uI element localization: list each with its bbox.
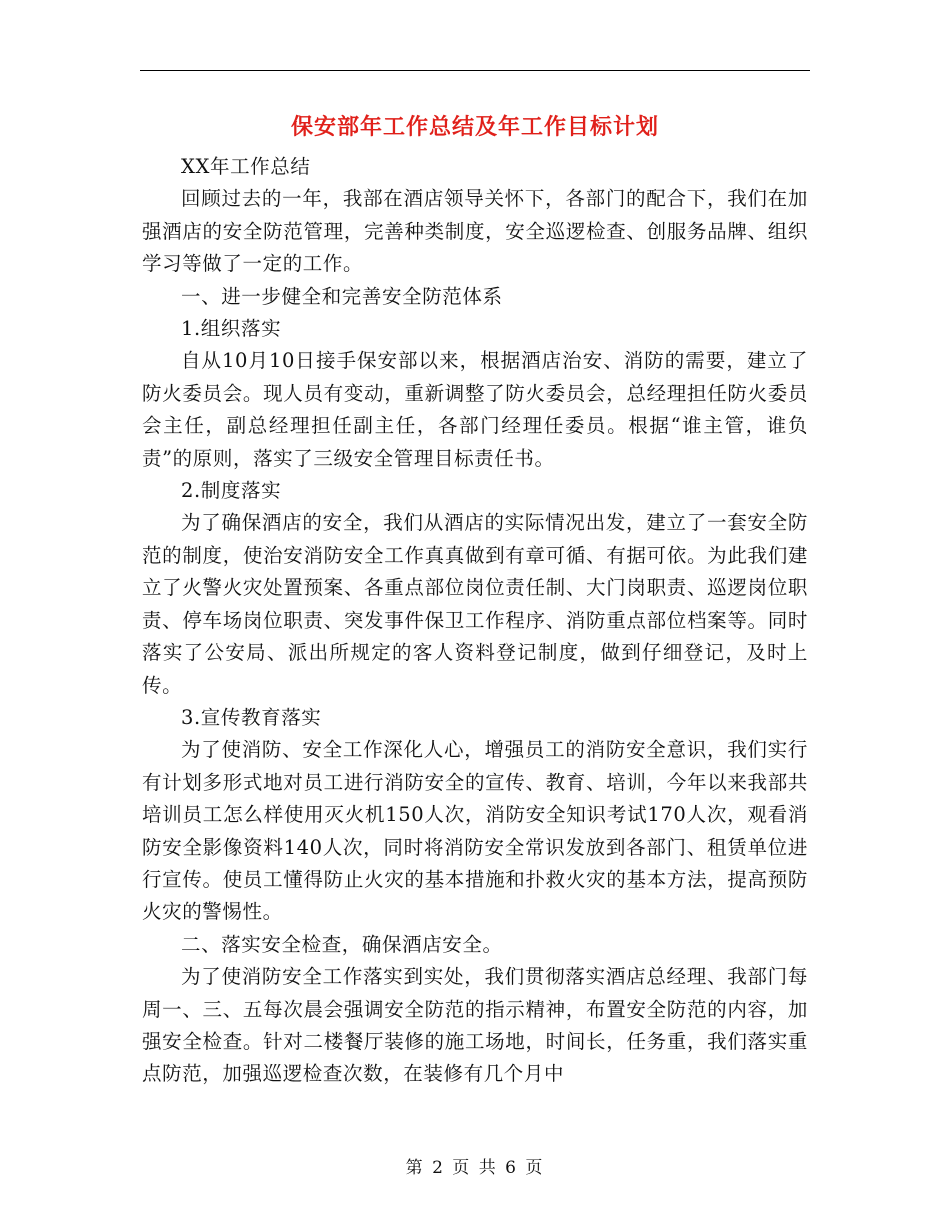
page-number-footer: 第 2 页 共 6 页: [405, 1158, 545, 1178]
paragraph: 回顾过去的一年，我部在酒店领导关怀下，各部门的配合下，我们在加强酒店的安全防范管理，完善种类制度，安全巡逻检查、创服务品牌、组织学习等做了一定的工作。: [142, 187, 808, 276]
document-body: [142, 151, 808, 1091]
paragraph: 为了使消防安全工作落实到实处，我们贯彻落实酒店总经理、我部门每周一、三、五每次晨会强调安全防范的指示精神，布置安全防范的内容，加强安全检查。针对二楼餐厅装修的施工场地，时间长，任务重，我们落实重点防范，加强巡逻检查次数，在装修有几个月中: [142, 965, 808, 1086]
paragraph: 为了确保酒店的安全，我们从酒店的实际情况出发，建立了一套安全防范的制度，使治安消防安全工作真真做到有章可循、有据可依。为此我们建立了火警火灾处置预案、各重点部位岗位责任制、大门岗职责、巡逻岗位职责、停车场岗位职责、突发事件保卫工作程序、消防重点部位档案等。同时落实了公安局、派出所规定的客人资料登记制度，做到仔细登记，及时上传。: [142, 511, 808, 697]
paragraph: 为了使消防、安全工作深化人心，增强员工的消防安全意识，我们实行有计划多形式地对员工进行消防安全的宣传、教育、培训，今年以来我部共培训员工怎么样使用灭火机150人次，消防安全知识考试170人次，观看消防安全影像资料140人次，同时将消防安全常识发放到各部门、租赁单位进行宣传。使员工懂得防止火灾的基本措施和扑救火灾的基本方法，提高预防火灾的警惕性。: [142, 738, 808, 924]
subsection-heading: 3.宣传教育落实: [181, 705, 322, 729]
section-heading: 二、落实安全检查，确保酒店安全。: [181, 932, 503, 956]
subsection-heading: 1.组织落实: [181, 317, 282, 341]
subsection-heading: 2.制度落实: [181, 479, 282, 503]
document-title: 保安部年工作总结及年工作目标计划: [290, 114, 659, 140]
paragraph: 自从10月10日接手保安部以来，根据酒店治安、消防的需要，建立了防火委员会。现人员有变动，重新调整了防火委员会，总经理担任防火委员会主任，副总经理担任副主任，各部门经理任委员。根据“谁主管，谁负责”的原则，落实了三级安全管理目标责任书。: [142, 349, 808, 470]
paragraph: XX年工作总结: [181, 155, 311, 178]
header-rule: [140, 70, 810, 71]
section-heading: 一、进一步健全和完善安全防范体系: [181, 284, 503, 308]
